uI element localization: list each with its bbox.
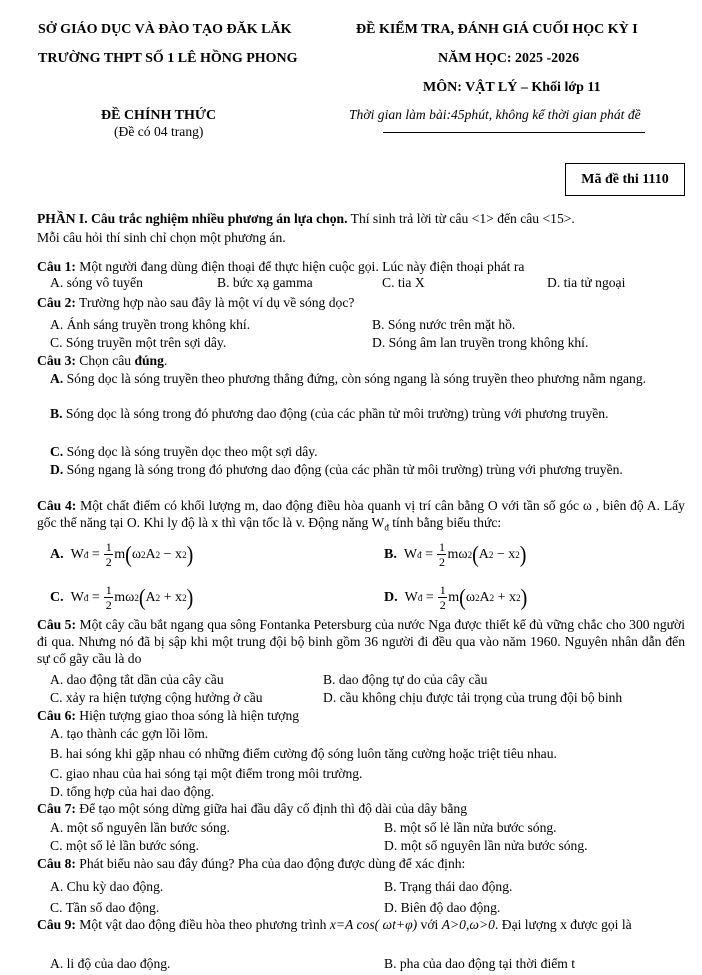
q8-text: Phát biểu nào sau đây đúng? Pha của dao động được dùng để xác định:: [75, 856, 466, 871]
q4-option-d[interactable]: D. W đ = $\frac{1}{2}$ m ( ω 2 A 2 + x 2 ): [384, 583, 528, 612]
q5-option-b[interactable]: B. dao động tự do của cây cầu: [323, 672, 488, 687]
q4-option-c[interactable]: C. W đ = $\frac{1}{2}$ mω 2 ( A 2 + x 2 ): [50, 583, 194, 612]
q4-text-sub: đ: [384, 522, 389, 533]
q4-b-letter: B.: [384, 546, 397, 562]
q3-d-letter: D.: [50, 462, 64, 477]
q3-a-text: Sóng dọc là sóng truyền theo phương thẳng đứng, còn sóng ngang là sóng truyền theo phương nằm ngang.: [63, 371, 647, 386]
q5-text: Một cây cầu bắt ngang qua sông Fontanka Petersburg của nước Nga được thiết kế đủ vững chắc cho 300 người đi qua. Nhưng nó đã bị sập khi một trung đội bộ binh gồm 36 người đi đều qua vào năm 1960. Nguyên nhân dẫn đến sự cố gãy cầu là do: [37, 617, 685, 666]
q3-b-text: Sóng dọc là sóng trong đó phương dao động (của các phần tử môi trường) trùng với phương truyền.: [62, 406, 609, 421]
q9-condition: A>0,ω>0: [441, 917, 495, 932]
q8-option-c[interactable]: C. Tần số dao động.: [50, 900, 160, 915]
q5-option-c[interactable]: C. xảy ra hiện tượng cộng hưởng ở cầu: [50, 690, 263, 705]
q6-option-c[interactable]: C. giao nhau của hai sóng tại một điểm trong môi trường.: [50, 766, 363, 781]
q1-text: Một người đang dùng điện thoại để thực hiện cuộc gọi. Lúc này điện thoại phát ra: [75, 259, 525, 274]
q3-text-end: .: [163, 353, 168, 368]
q7-text: Để tạo một sóng dừng giữa hai đầu dây cố định thì độ dài của dây bằng: [75, 801, 468, 816]
q8-option-d[interactable]: D. Biên độ dao động.: [384, 900, 501, 915]
q8-option-b[interactable]: B. Trạng thái dao động.: [384, 879, 513, 894]
question-9: [37, 916, 685, 933]
divider-line: [383, 132, 645, 133]
part1-intro: [37, 210, 575, 227]
q3-option-b[interactable]: [37, 405, 685, 422]
exam-code-box: [565, 163, 685, 196]
q9-option-a[interactable]: A. li độ của dao động.: [50, 956, 171, 971]
time-note: Thời gian làm bài:45phút, không kể thời gian phát đề: [349, 107, 641, 122]
q1-option-c[interactable]: C. tia X: [382, 275, 425, 290]
q5-option-d[interactable]: D. cầu không chịu được tải trọng của trung đội bộ binh: [323, 690, 623, 705]
q4-text: Một chất điểm có khối lượng m, dao động điều hòa quanh vị trí cân bằng O với tần số góc ω , biên độ A. Lấy gốc thế năng tại O. Khi ly độ là x thì vận tốc là v. Động năng W: [37, 498, 685, 530]
q9-text-end: . Đại lượng x được gọi là: [494, 917, 632, 932]
q7-option-d[interactable]: D. một số nguyên lần nửa bước sóng.: [384, 838, 588, 853]
q4-d-letter: D.: [384, 589, 398, 605]
q3-a-letter: A.: [50, 371, 64, 386]
q5-option-a[interactable]: A. dao động tắt dần của cây cầu: [50, 672, 224, 687]
q7-label: Câu 7:: [37, 801, 76, 816]
question-4: [37, 497, 685, 537]
q4-option-b[interactable]: B. W đ = $\frac{1}{2}$ mω 2 ( A 2 − x 2 ): [384, 540, 527, 569]
question-3: [37, 352, 167, 369]
q8-label: Câu 8:: [37, 856, 76, 871]
q3-text-bold: đúng: [134, 353, 164, 368]
question-5: [37, 616, 685, 667]
school-name: TRƯỜNG THPT SỐ 1 LÊ HỒNG PHONG: [38, 51, 298, 66]
q6-option-b[interactable]: B. hai sóng khi gặp nhau có những điểm cường độ sóng luôn tăng cường hoặc triệt tiêu nhau.: [50, 746, 557, 761]
q4-a-letter: A.: [50, 546, 64, 562]
q3-label: Câu 3:: [37, 353, 76, 368]
q3-text: Chọn câu: [75, 353, 135, 368]
q6-text: Hiện tượng giao thoa sóng là hiện tượng: [75, 708, 300, 723]
q1-label: Câu 1:: [37, 259, 76, 274]
q9-equation: x=A cos( ωt+φ): [329, 917, 418, 932]
q3-c-letter: C.: [50, 444, 64, 459]
q2-option-a[interactable]: A. Ánh sáng truyền trong không khí.: [50, 317, 251, 332]
q3-option-c[interactable]: [50, 443, 318, 460]
question-1: [37, 258, 524, 275]
q3-c-text: Sóng dọc là sóng truyền dọc theo một sợi dây.: [63, 444, 318, 459]
q1-option-b[interactable]: B. bức xạ gamma: [217, 275, 313, 290]
q7-option-a[interactable]: A. một số nguyên lần bước sóng.: [50, 820, 230, 835]
q9-option-b[interactable]: B. pha của dao động tại thời điểm t: [384, 956, 576, 971]
part1-intro-line2: Mỗi câu hỏi thí sinh chỉ chọn một phương án.: [37, 230, 286, 245]
q4-label: Câu 4:: [37, 498, 77, 513]
official-label: ĐỀ CHÍNH THỨC: [101, 108, 217, 123]
question-6: [37, 707, 299, 724]
q2-option-b[interactable]: B. Sóng nước trên mặt hồ.: [372, 317, 516, 332]
part1-instructions: Thí sinh trả lời từ câu <1> đến câu <15>.: [347, 211, 575, 226]
q1-option-d[interactable]: D. tia tử ngoại: [547, 275, 626, 290]
department-name: SỞ GIÁO DỤC VÀ ĐÀO TẠO ĐĂK LĂK: [38, 22, 292, 37]
part1-title: PHẦN I. Câu trắc nghiệm nhiều phương án lựa chọn.: [37, 211, 348, 226]
q9-text-mid: với: [417, 917, 442, 932]
question-8: [37, 855, 465, 872]
q9-label: Câu 9:: [37, 917, 76, 932]
q4-c-letter: C.: [50, 589, 64, 605]
q3-option-a[interactable]: [37, 370, 685, 387]
q6-option-a[interactable]: A. tạo thành các gợn lồi lõm.: [50, 726, 209, 741]
q6-option-d[interactable]: D. tổng hợp của hai dao động.: [50, 784, 215, 799]
subject: MÔN: VẬT LÝ – Khối lớp 11: [423, 80, 601, 95]
q1-option-a[interactable]: A. sóng vô tuyến: [50, 275, 143, 290]
question-2: [37, 294, 354, 311]
q3-option-d[interactable]: [37, 461, 685, 478]
q9-text: Một vật dao động điều hòa theo phương trình: [75, 917, 330, 932]
school-year: NĂM HỌC: 2025 -2026: [438, 51, 580, 66]
q3-b-letter: B.: [50, 406, 63, 421]
q2-text: Trường hợp nào sau đây là một ví dụ về sóng dọc?: [75, 295, 355, 310]
q4-option-a[interactable]: A. W đ = $\frac{1}{2}$ m ( ω 2 A 2 − x 2 ): [50, 540, 194, 569]
q2-option-d[interactable]: D. Sóng âm lan truyền trong không khí.: [372, 335, 589, 350]
exam-title: ĐỀ KIỂM TRA, ĐÁNH GIÁ CUỐI HỌC KỲ I: [356, 22, 638, 37]
page-count: (Đề có 04 trang): [114, 124, 204, 139]
exam-code: Mã đề thi 1110: [581, 171, 669, 187]
q8-option-a[interactable]: A. Chu kỳ dao động.: [50, 879, 164, 894]
question-7: [37, 800, 467, 817]
q5-label: Câu 5:: [37, 617, 76, 632]
q6-label: Câu 6:: [37, 708, 76, 723]
q7-option-b[interactable]: B. một số lẻ lần nửa bước sóng.: [384, 820, 557, 835]
q4-text-end: tính bằng biểu thức:: [388, 515, 502, 530]
q2-label: Câu 2:: [37, 295, 76, 310]
q2-option-c[interactable]: C. Sóng truyền một trên sợi dây.: [50, 335, 227, 350]
q7-option-c[interactable]: C. một số lẻ lần bước sóng.: [50, 838, 199, 853]
q3-d-text: Sóng ngang là sóng trong đó phương dao động (của các phần tử môi trường) trùng với phương truyền.: [63, 462, 623, 477]
